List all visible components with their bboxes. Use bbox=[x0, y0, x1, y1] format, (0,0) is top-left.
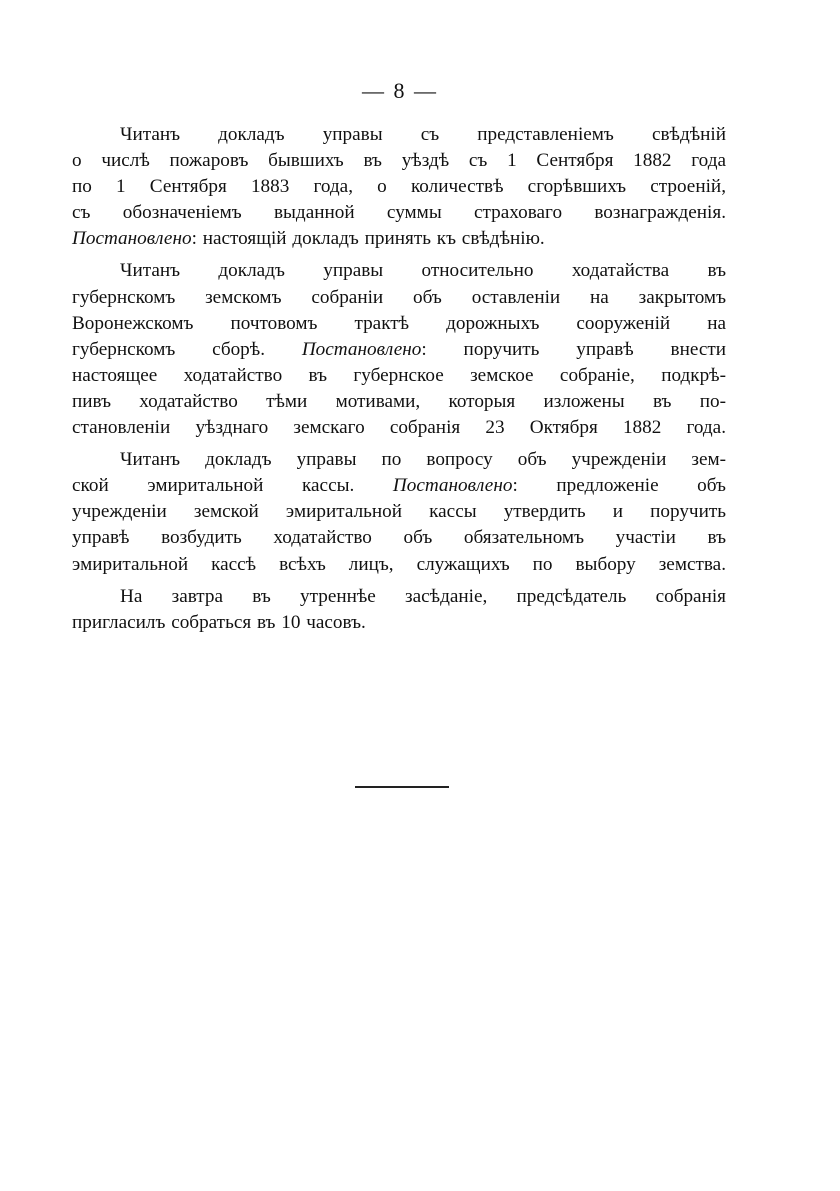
line-text: : предложеніе объ bbox=[512, 475, 726, 497]
text-line bbox=[72, 584, 726, 610]
paragraph bbox=[72, 584, 726, 636]
paragraph bbox=[72, 258, 726, 441]
line-text: настоящее ходатайство въ губернское земское собраніе, подкрѣ- bbox=[72, 364, 726, 386]
text-line bbox=[72, 148, 726, 174]
section-divider bbox=[355, 786, 449, 788]
line-text: : поручить управѣ внести bbox=[421, 338, 727, 360]
line-text: На завтра въ утреннѣе засѣданіе, предсѣдатель собранія bbox=[120, 585, 726, 607]
line-text: губернскомъ земскомъ собраніи объ оставленіи на закрытомъ bbox=[72, 286, 726, 308]
line-text: Читанъ докладъ управы относительно ходатайства въ bbox=[120, 260, 726, 282]
line-text: Воронежскомъ почтовомъ трактѣ дорожныхъ сооруженій на bbox=[72, 312, 726, 334]
page-number: — 8 — bbox=[362, 78, 438, 103]
line-text: Читанъ докладъ управы по вопросу объ учрежденіи зем- bbox=[120, 449, 726, 471]
text-line bbox=[72, 311, 726, 337]
text-line bbox=[72, 552, 726, 578]
text-line bbox=[72, 258, 726, 284]
line-text: о числѣ пожаровъ бывшихъ въ уѣздѣ съ 1 Сентября 1882 года bbox=[72, 150, 726, 172]
line-text: пивъ ходатайство тѣми мотивами, которыя изложены въ по- bbox=[72, 390, 726, 412]
text-line bbox=[72, 610, 726, 636]
line-text: : настоящій докладъ принять къ свѣдѣнію. bbox=[191, 228, 545, 250]
text-line bbox=[72, 415, 726, 441]
text-line bbox=[72, 200, 726, 226]
body-text bbox=[72, 122, 726, 636]
text-line bbox=[72, 285, 726, 311]
line-text: по 1 Сентября 1883 года, о количествѣ сгорѣвшихъ строеній, bbox=[72, 176, 726, 198]
resolution-label: Постановлено bbox=[392, 475, 513, 497]
text-line bbox=[72, 337, 726, 363]
text-line bbox=[72, 525, 726, 551]
text-line bbox=[72, 363, 726, 389]
line-text: ской эмиритальной кассы. bbox=[72, 475, 393, 497]
line-text: эмиритальной кассѣ всѣхъ лицъ, служащихъ по выбору земства. bbox=[72, 553, 726, 575]
line-text: съ обозначеніемъ выданной суммы страховаго вознагражденія. bbox=[72, 202, 726, 224]
line-text: пригласилъ собраться въ 10 часовъ. bbox=[72, 611, 366, 633]
text-line bbox=[72, 226, 726, 252]
line-text: управѣ возбудить ходатайство объ обязательномъ участіи въ bbox=[72, 527, 726, 549]
text-line bbox=[72, 499, 726, 525]
line-text: становленіи уѣзднаго земскаго собранія 23 Октября 1882 года. bbox=[72, 417, 726, 439]
resolution-label: Постановлено bbox=[301, 338, 422, 360]
text-line bbox=[72, 122, 726, 148]
line-text: губернскомъ сборѣ. bbox=[72, 338, 302, 360]
text-line bbox=[72, 389, 726, 415]
line-text: учрежденіи земской эмиритальной кассы утвердить и поручить bbox=[72, 501, 726, 523]
line-text: Читанъ докладъ управы съ представленіемъ свѣдѣній bbox=[120, 124, 726, 145]
text-line bbox=[72, 174, 726, 200]
paragraph bbox=[72, 447, 726, 577]
resolution-label: Постановлено bbox=[72, 228, 192, 250]
paragraph bbox=[72, 122, 726, 252]
text-line bbox=[72, 473, 726, 499]
text-line bbox=[72, 447, 726, 473]
